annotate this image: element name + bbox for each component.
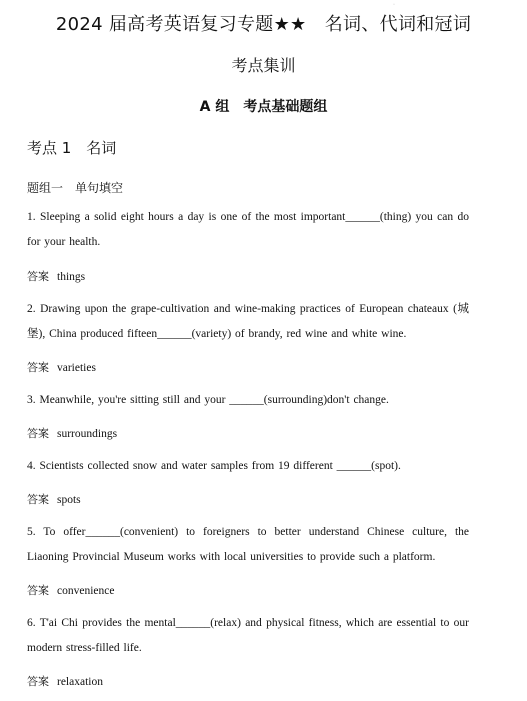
answer-value: spots (57, 494, 81, 506)
answer-label: 答案 (27, 361, 49, 374)
section-title: 考点 1 名词 (27, 139, 117, 157)
answer-3 (27, 425, 117, 441)
answer-value: convenience (57, 585, 115, 597)
question-5: 5. To offer______(convenient) to foreigners to better understand Chinese culture, the Liaoning Provincial Museum works with local universities to provide such a platform. (27, 526, 469, 563)
answer-1 (27, 268, 85, 284)
answer-6 (27, 673, 103, 689)
answer-5 (27, 582, 114, 598)
answer-label: 答案 (27, 493, 49, 506)
question-3: 3. Meanwhile, you're sitting still and your ______(surrounding)don't change. (27, 394, 389, 406)
group-title: A 组 考点基础题组 (199, 99, 328, 115)
answer-label: 答案 (27, 270, 49, 283)
answer-2 (27, 359, 96, 375)
answer-value: surroundings (57, 428, 118, 440)
question-6: 6. T'ai Chi provides the mental______(relax) and physical fitness, which are essential to our modern stress-filled life. (27, 617, 469, 654)
question-4: 4. Scientists collected snow and water samples from 19 different ______(spot). (27, 460, 401, 472)
dot-mark: · (393, 2, 395, 8)
page-subtitle: 考点集训 (231, 56, 296, 75)
answer-label: 答案 (27, 675, 49, 688)
subgroup-title: 题组一 单句填空 (27, 181, 124, 195)
answer-label: 答案 (27, 584, 49, 597)
page-title: 2024 届高考英语复习专题★★ 名词、代词和冠词 (55, 14, 472, 35)
question-2: 2. Drawing upon the grape-cultivation and wine-making practices of European chateaux (城堡), China produced fifteen______(variety) of brandy, red wine and white wine. (27, 303, 469, 340)
answer-value: things (57, 271, 86, 283)
question-1: 1. Sleeping a solid eight hours a day is one of the most important______(thing) you can do for your health. (27, 211, 469, 248)
answer-value: relaxation (57, 676, 103, 688)
answer-label: 答案 (27, 427, 49, 440)
answer-value: varieties (57, 362, 96, 374)
answer-4 (27, 491, 81, 507)
